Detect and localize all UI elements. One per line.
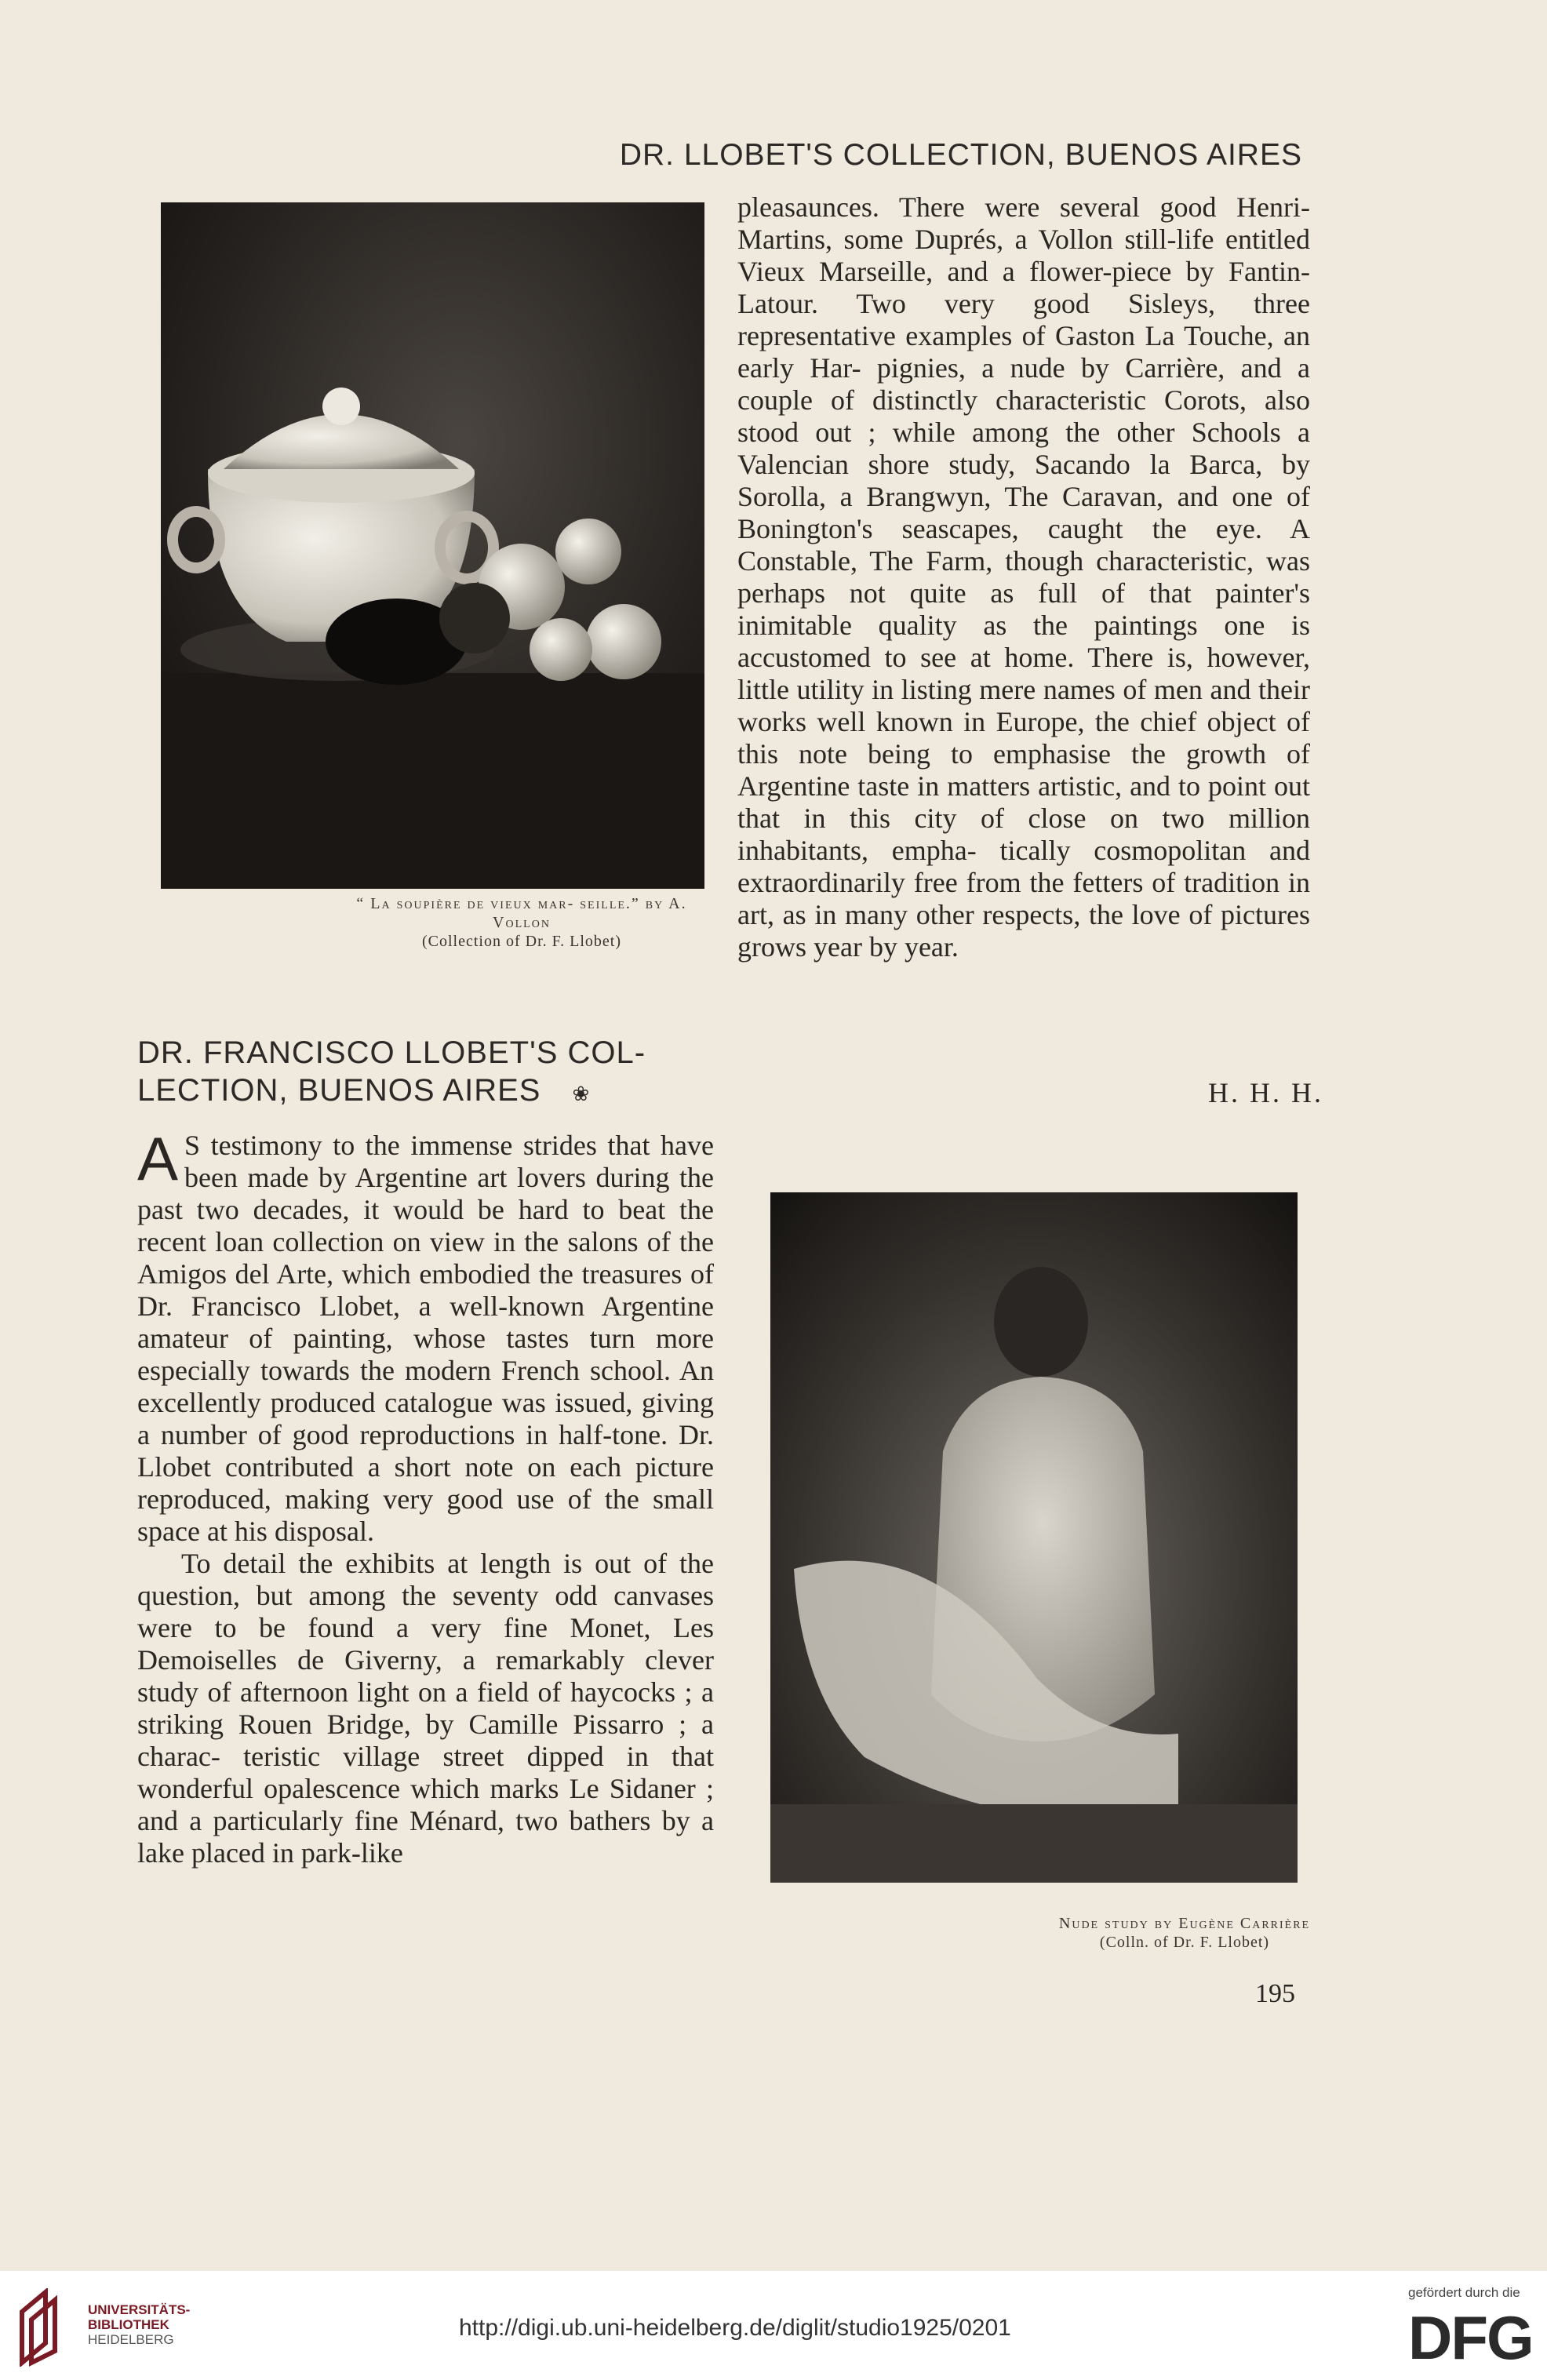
article-title-text: DR. FRANCISCO LLOBET'S COL- LECTION, BUENOS AIRES [137,1035,646,1108]
author-signature: H. H. H. [1208,1077,1323,1108]
running-head: DR. LLOBET'S COLLECTION, BUENOS AIRES [619,138,1302,172]
library-name-line: HEIDELBERG [88,2332,174,2347]
university-library-logo-icon [14,2288,69,2367]
library-name [88,2302,190,2347]
nude-study-plate [770,1192,1298,1883]
nude-study-image [770,1192,1298,1883]
article-title [137,1034,726,1113]
article-paragraph: To detail the exhibits at length is out of the question, but among the seventy odd canvases were to be found a very fine Monet, Les Demoiselles de Giverny, a remarkably clever study of afternoon light on a field of haycocks ; a striking Rouen Bridge, by Camille Pissarro ; a charac- teristic village street dipped in that wonderful opalescence which marks Le Sidaner ; and a particularly fine Ménard, two bathers by a lake placed in park-like [137,1548,714,1869]
still-life-caption [337,894,706,951]
nude-study-caption-credit: (Colln. of Dr. F. Llobet) [1099,1934,1270,1951]
still-life-caption-credit: (Collection of Dr. F. Llobet) [421,933,622,950]
still-life-plate [161,202,704,889]
library-name-line: UNIVERSITÄTS- [88,2302,191,2317]
funding-note: gefördert durch die [1408,2285,1520,2300]
library-name-line: BIBLIOTHEK [88,2317,169,2332]
page-number: 195 [1255,1979,1295,2008]
digitization-footer [0,2271,1547,2380]
ornament-icon: ❀ [572,1083,591,1106]
still-life-image [161,202,704,889]
source-url-link[interactable]: http://digi.ub.uni-heidelberg.de/diglit/studio1925/0201 [459,2315,1011,2341]
dfg-logo: DFG [1408,2303,1533,2372]
still-life-caption-title: “ La soupière de vieux mar- seille.” by A. Vollon [356,895,687,931]
nude-study-caption-title: Nude study by Eugène Carrière [1058,1915,1311,1932]
article-paragraph [137,1124,714,1548]
article-paragraph: pleasaunces. There were several good Henri-Martins, some Duprés, a Vollon still-life entitled Vieux Marseille, and a flower-piece by Fantin-Latour. Two very good Sisleys, three representative examples of Gaston La Touche, an early Har- pignies, a nude by Carrière, and a couple of distinctly characteristic Corots, also stood out ; while among the other Schools a Valencian shore study, Sacando la Barca, by Sorolla, a Brangwyn, The Caravan, and one of Bonington's seascapes, caught the eye. A Constable, The Farm, though characteristic, was perhaps not quite as full of that painter's inimitable quality as the paintings one is accustomed to see at home. There is, however, little utility in listing mere names of men and their works well known in Europe, the chief object of this note being to emphasise the growth of Argentine taste in matters artistic, and to point out that in this city of close on two million inhabitants, empha- tically cosmopolitan and extraordinarily free from the fetters of tradition in art, as in many other respects, the love of pictures grows year by year. [737,191,1310,963]
right-column [737,191,1310,963]
nude-study-caption [1039,1914,1330,1952]
left-column [137,1124,714,1869]
drop-cap: A [137,1124,179,1193]
paragraph-text: S testimony to the immense strides that have been made by Argentine art lovers during the past two decades, it would be hard to beat the recent loan collection on view in the salons of the Amigos del Arte, which embodied the treasures of Dr. Francisco Llobet, a well-known Argentine amateur of painting, whose tastes turn more especially towards the modern French school. An excellently produced catalogue was issued, giving a number of good reproductions in half-tone. Dr. Llobet contributed a short note on each picture reproduced, making very good use of the small space at his disposal. [137,1130,714,1547]
